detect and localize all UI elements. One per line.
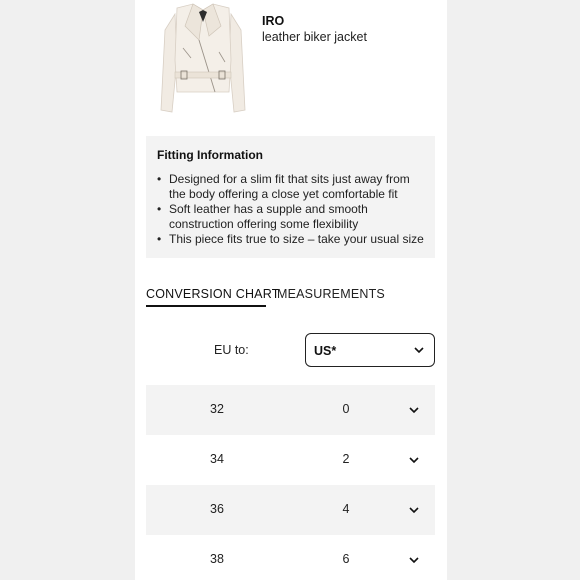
product-brand: IRO xyxy=(262,14,285,28)
us-size: 4 xyxy=(342,502,350,516)
chevron-down-icon xyxy=(408,554,420,566)
tab-measurements[interactable]: MEASUREMENTS xyxy=(277,287,385,301)
eu-size: 32 xyxy=(210,402,224,416)
product-name: leather biker jacket xyxy=(262,30,367,44)
fitting-title: Fitting Information xyxy=(157,148,263,162)
eu-size: 34 xyxy=(210,452,224,466)
size-guide-panel xyxy=(135,0,447,580)
eu-size: 38 xyxy=(210,552,224,566)
eu-size: 36 xyxy=(210,502,224,516)
size-system-select[interactable] xyxy=(305,333,435,367)
fitting-bullet: • Soft leather has a supple and smooth construction offering some flexibility xyxy=(157,202,368,231)
chevron-down-icon xyxy=(408,404,420,416)
size-row[interactable] xyxy=(146,435,435,485)
fitting-list xyxy=(157,172,429,247)
conversion-from-label: EU to: xyxy=(214,343,249,357)
chevron-down-icon xyxy=(408,504,420,516)
product-image xyxy=(155,0,251,118)
size-row[interactable] xyxy=(146,485,435,535)
us-size: 2 xyxy=(342,452,350,466)
size-row[interactable] xyxy=(146,385,435,435)
size-row[interactable] xyxy=(146,535,435,580)
chevron-down-icon xyxy=(413,343,425,357)
fitting-information xyxy=(146,136,435,258)
fitting-bullet: • Designed for a slim fit that sits just away from the body offering a close yet comfortable fit xyxy=(157,172,410,201)
chevron-down-icon xyxy=(408,454,420,466)
us-size: 0 xyxy=(342,402,350,416)
tab-conversion-chart[interactable]: CONVERSION CHART xyxy=(146,287,280,301)
fitting-bullet: • This piece fits true to size – take your usual size xyxy=(157,232,424,246)
active-tab-indicator xyxy=(146,305,266,307)
us-size: 6 xyxy=(342,552,350,566)
size-system-value: US* xyxy=(314,344,337,358)
